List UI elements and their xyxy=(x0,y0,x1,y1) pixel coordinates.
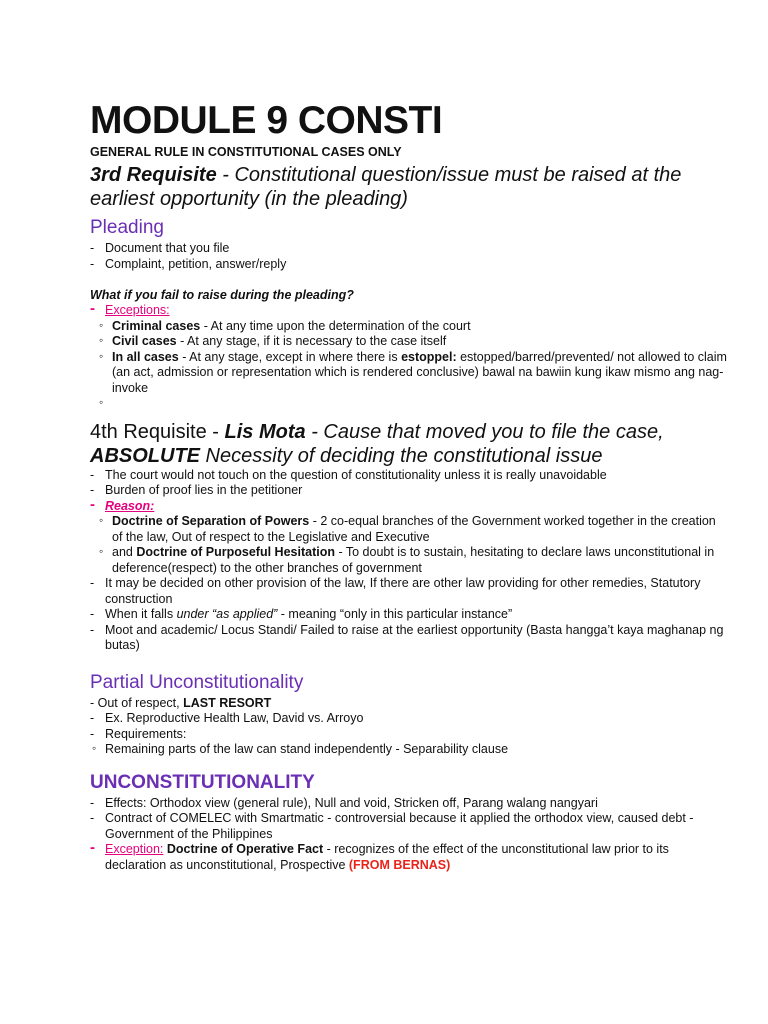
requisite-4-list xyxy=(90,468,728,515)
list-item xyxy=(97,545,728,576)
requisite-3-text: - Constitutional question/issue must be raised at the earliest opportunity (in the pleading) xyxy=(90,164,682,210)
list-item: - Contract of COMELEC with Smartmatic - controversial because it applied the orthodox view, caused debt - Government of the Philippines xyxy=(90,811,728,842)
list-item: - Requirements: xyxy=(90,727,728,743)
reason-item xyxy=(90,499,728,515)
item-text: estopped/barred/prevented/ not allowed to claim (an act, admission or representation which is rendered conclusive) bawal na bawiin kung ikaw mismo ang nag-invoke xyxy=(112,349,727,395)
exceptions-sublist xyxy=(97,319,728,412)
list-item xyxy=(97,514,728,545)
requisite-4-text: - Cause that moved you to file the case, xyxy=(305,420,664,443)
item-text: - At any time upon the determination of the court xyxy=(200,318,471,333)
reason-sublist xyxy=(97,514,728,576)
absolute-text: ABSOLUTE xyxy=(90,444,200,467)
list-item: ◦ Remaining parts of the law can stand independently - Separability clause xyxy=(90,742,728,758)
source-note: (FROM BERNAS) xyxy=(348,857,451,872)
item-bold: LAST RESORT xyxy=(183,695,272,710)
item-bold: Doctrine of Purposeful Hesitation xyxy=(136,545,335,559)
reason-label: Reason: xyxy=(105,498,155,513)
item-bold: Civil cases xyxy=(112,334,177,348)
pleading-heading: Pleading xyxy=(90,217,164,238)
requisite-3-label: 3rd Requisite xyxy=(90,164,217,186)
requisite-4-label: 4th Requisite xyxy=(90,420,207,443)
exception-item xyxy=(90,842,728,873)
item-bold: Criminal cases xyxy=(112,318,201,333)
item-bold: estoppel: xyxy=(401,349,457,364)
list-item: - The court would not touch on the question of constitutionality unless it is really unavoidable xyxy=(90,468,728,484)
requisite-4 xyxy=(90,420,728,468)
list-item-empty xyxy=(97,396,728,412)
lis-mota: Lis Mota xyxy=(224,420,306,443)
list-item xyxy=(97,350,728,397)
list-item: - Document that you file xyxy=(90,241,728,257)
requisite-4-list-2 xyxy=(90,576,728,654)
unconstitutionality-list xyxy=(90,796,728,874)
list-item: - Complaint, petition, answer/reply xyxy=(90,257,728,273)
list-item xyxy=(90,607,728,623)
item-text: - meaning “only in this particular instance” xyxy=(277,607,513,621)
requisite-4-text2: Necessity of deciding the constitutional issue xyxy=(200,444,603,467)
unconstitutionality-heading: UNCONSTITUTIONALITY xyxy=(90,771,315,793)
exceptions-list xyxy=(90,303,728,319)
partial-line xyxy=(90,696,728,712)
question: What if you fail to raise during the pleading? xyxy=(90,288,354,302)
requisite-4-sep: - xyxy=(206,420,225,443)
partial-heading: Partial Unconstitutionality xyxy=(90,671,304,693)
pleading-list xyxy=(90,241,728,272)
partial-sublist xyxy=(90,742,728,758)
partial-list xyxy=(90,711,728,742)
item-bold: Doctrine of Operative Fact xyxy=(163,842,324,856)
list-item: - Burden of proof lies in the petitioner xyxy=(90,483,728,499)
requisite-3 xyxy=(90,163,728,211)
subtitle: GENERAL RULE IN CONSTITUTIONAL CASES ONLY xyxy=(90,145,402,159)
list-item xyxy=(97,334,728,350)
item-text: and xyxy=(112,545,137,559)
list-item: - Moot and academic/ Locus Standi/ Failed to raise at the earliest opportunity (Basta hangga’t kaya maghanap ng butas) xyxy=(90,623,728,654)
list-item: - Ex. Reproductive Health Law, David vs. Arroyo xyxy=(90,711,728,727)
item-text: - At any stage, if it is necessary to the case itself xyxy=(176,334,447,348)
item-text: When it falls xyxy=(105,607,177,621)
list-item xyxy=(97,319,728,335)
item-text: - Out of respect, xyxy=(90,695,184,710)
exception-label: Exception: xyxy=(105,842,164,856)
list-item: - Effects: Orthodox view (general rule), Null and void, Stricken off, Parang walang nangyari xyxy=(90,796,728,812)
item-text: - At any stage, except in where there is xyxy=(178,349,402,364)
item-text: - 2 co-equal branches of the Government worked together in the creation of the law, Out of respect to the Legislative and Executive xyxy=(112,514,716,544)
page-title: MODULE 9 CONSTI xyxy=(90,99,443,142)
item-text: - recognizes of the effect of the unconstitutional law prior to its declaration as unconstitutional, Prospective xyxy=(105,842,669,872)
item-text: - To doubt is to sustain, hesitating to declare laws unconstitutional in deference(respect) to the other branches of government xyxy=(112,545,715,575)
item-italic: under “as applied” xyxy=(176,607,278,621)
item-bold: Doctrine of Separation of Powers xyxy=(112,514,310,528)
item-bold: In all cases xyxy=(112,349,179,364)
list-item: - It may be decided on other provision of the law, If there are other law providing for other remedies, Statutory construction xyxy=(90,576,728,607)
exceptions-label: Exceptions: xyxy=(105,303,170,317)
exceptions-item xyxy=(90,303,728,319)
